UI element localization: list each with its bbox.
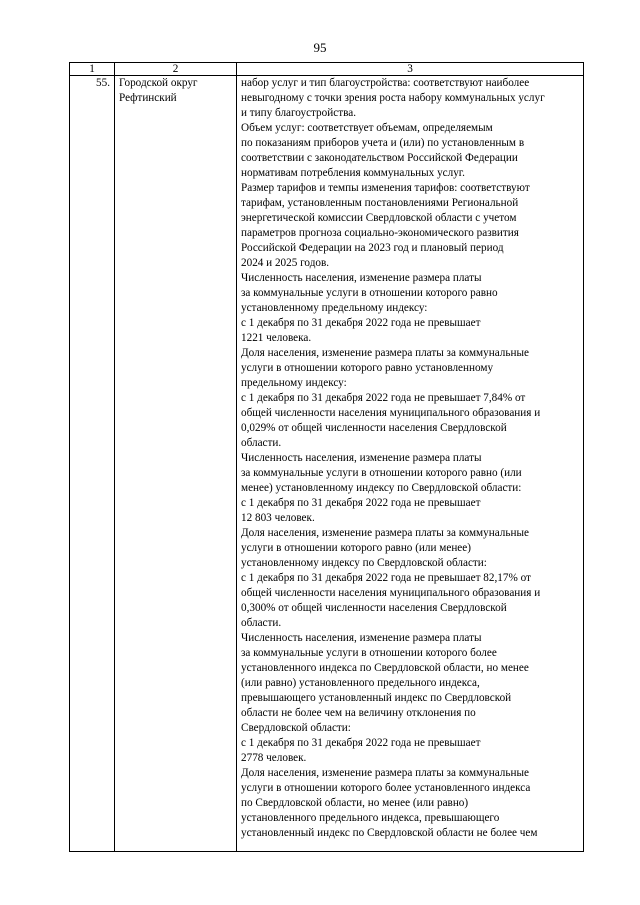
- table-header-row: [70, 63, 584, 76]
- page-number: 95: [313, 40, 327, 55]
- description-line: с 1 декабря по 31 декабря 2022 года не превышает: [241, 317, 481, 329]
- description-line: Численность населения, изменение размера платы: [241, 452, 482, 464]
- header-cell-1: 1: [70, 63, 115, 76]
- header-cell-3: 3: [237, 63, 584, 76]
- description-line: Доля населения, изменение размера платы за коммунальные: [241, 347, 529, 359]
- description-line: с 1 декабря по 31 декабря 2022 года не превышает 7,84% от: [241, 392, 526, 404]
- description-line: Российской Федерации на 2023 год и плановый период: [241, 242, 504, 254]
- description-line: тарифам, установленным постановлениями Региональной: [241, 197, 519, 209]
- description-line: Свердловской области:: [241, 722, 351, 734]
- municipality-line: Городской округ: [119, 77, 198, 89]
- municipality-cell: [115, 76, 237, 852]
- table-row: [70, 76, 584, 852]
- description-line: установленного индекса по Свердловской области, но менее: [241, 662, 529, 674]
- description-line: установленного предельного индекса, превышающего: [241, 812, 500, 824]
- description-line: 0,300% от общей численности населения Свердловской: [241, 602, 507, 614]
- description-line: области.: [241, 617, 282, 629]
- description-line: услуги в отношении которого равно установленному: [241, 362, 494, 374]
- description-line: с 1 декабря по 31 декабря 2022 года не превышает 82,17% от: [241, 572, 531, 584]
- description-line: менее) установленному индексу по Свердловской области:: [241, 482, 522, 494]
- description-line: Объем услуг: соответствует объемам, определяемым: [241, 122, 493, 134]
- description-line: по Свердловской области, но менее (или равно): [241, 797, 469, 809]
- municipality-line: Рефтинский: [119, 92, 177, 104]
- description-line: соответствии с законодательством Российской Федерации: [241, 152, 518, 164]
- description-line: за коммунальные услуги в отношении которого более: [241, 647, 497, 659]
- description-line: 1221 человека.: [241, 332, 312, 344]
- description-line: общей численности населения муниципального образования и: [241, 407, 541, 419]
- description-line: по показаниям приборов учета и (или) по установленным в: [241, 137, 525, 149]
- description-line: услуги в отношении которого равно (или менее): [241, 542, 471, 554]
- description-line: установленному индексу по Свердловской области:: [241, 557, 487, 569]
- description-line: Размер тарифов и темпы изменения тарифов: соответствуют: [241, 182, 530, 194]
- header-cell-2: 2: [115, 63, 237, 76]
- row-number-text: 55.: [96, 77, 110, 89]
- description-line: за коммунальные услуги в отношении которого равно: [241, 287, 498, 299]
- description-line: с 1 декабря по 31 декабря 2022 года не превышает: [241, 737, 481, 749]
- description-line: услуги в отношении которого более установленного индекса: [241, 782, 531, 794]
- description-line: энергетической комиссии Свердловской области с учетом: [241, 212, 517, 224]
- description-line: 12 803 человек.: [241, 512, 315, 524]
- description-line: невыгодному с точки зрения роста набору коммунальных услуг: [241, 92, 545, 104]
- description-line: области не более чем на величину отклонения по: [241, 707, 476, 719]
- description-line: установленный индекс по Свердловской области не более чем: [241, 827, 538, 839]
- description-line: параметров прогноза социально-экономического развития: [241, 227, 519, 239]
- description-line: (или равно) установленного предельного индекса,: [241, 677, 480, 689]
- description-line: Численность населения, изменение размера платы: [241, 272, 482, 284]
- description-line: набор услуг и тип благоустройства: соответствуют наиболее: [241, 77, 530, 89]
- description-line: Доля населения, изменение размера платы за коммунальные: [241, 527, 529, 539]
- description-cell: [237, 76, 584, 852]
- description-line: с 1 декабря по 31 декабря 2022 года не превышает: [241, 497, 481, 509]
- description-line: превышающего установленный индекс по Свердловской: [241, 692, 512, 704]
- description-line: предельному индексу:: [241, 377, 347, 389]
- document-table: [69, 62, 584, 852]
- description-line: за коммунальные услуги в отношении которого равно (или: [241, 467, 522, 479]
- row-number: [70, 76, 115, 852]
- description-line: области.: [241, 437, 282, 449]
- description-line: Численность населения, изменение размера платы: [241, 632, 482, 644]
- description-line: установленному предельному индексу:: [241, 302, 428, 314]
- description-line: и типу благоустройства.: [241, 107, 356, 119]
- description-line: 0,029% от общей численности населения Свердловской: [241, 422, 507, 434]
- description-line: Доля населения, изменение размера платы за коммунальные: [241, 767, 529, 779]
- description-line: 2778 человек.: [241, 752, 307, 764]
- description-line: 2024 и 2025 годов.: [241, 257, 330, 269]
- description-line: нормативам потребления коммунальных услуг.: [241, 167, 465, 179]
- description-line: общей численности населения муниципального образования и: [241, 587, 541, 599]
